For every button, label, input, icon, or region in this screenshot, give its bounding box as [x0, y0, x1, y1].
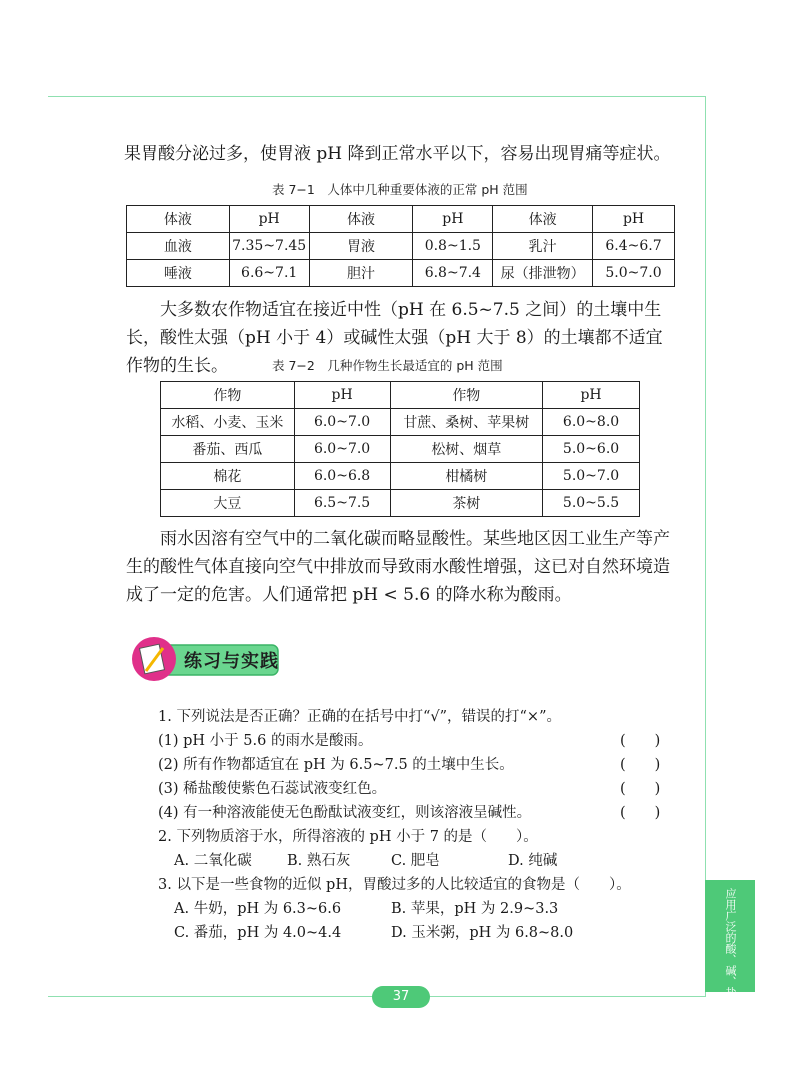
table1-header-row — [127, 206, 675, 233]
table-cell: 乳汁 — [493, 233, 593, 260]
page-number: 37 — [372, 986, 430, 1008]
table-cell: 5.0~6.0 — [543, 436, 640, 463]
table-cell: 尿（排泄物） — [493, 260, 593, 287]
question-2-option[interactable]: B. 熟石灰 — [287, 853, 351, 869]
question-3-stem: 3. 以下是一些食物的近似 pH，胃酸过多的人比较适宜的食物是（ ）。 — [158, 877, 631, 893]
answer-blank[interactable]: ( ) — [620, 757, 661, 773]
question-2-option[interactable]: A. 二氧化碳 — [174, 853, 252, 869]
question-1-item: (3) 稀盐酸使紫色石蕊试液变红色。 — [158, 781, 387, 797]
table-cell: 6.0~8.0 — [543, 409, 640, 436]
page-frame-top — [48, 96, 706, 97]
table-cell: 棉花 — [161, 463, 295, 490]
table2-caption: 表 7−2 几种作物生长最适宜的 pH 范围 — [272, 358, 503, 373]
table-cell: 松树、烟草 — [390, 436, 543, 463]
table-cell: 水稻、小麦、玉米 — [161, 409, 295, 436]
table-cell: 唾液 — [127, 260, 230, 287]
table-cell: 甘蔗、桑树、苹果树 — [390, 409, 543, 436]
question-3-option[interactable]: C. 番茄，pH 为 4.0~4.4 — [174, 925, 342, 941]
table-cell: 6.0~7.0 — [294, 436, 390, 463]
table-row — [161, 490, 640, 517]
question-3-option[interactable]: A. 牛奶，pH 为 6.3~6.6 — [174, 901, 342, 917]
table-cell: 大豆 — [161, 490, 295, 517]
table-cell: 5.0~7.0 — [543, 463, 640, 490]
table-cell: 茶树 — [390, 490, 543, 517]
table2-header-cell: 作物 — [390, 382, 543, 409]
table1-caption: 表 7−1 人体中几种重要体液的正常 pH 范围 — [272, 182, 528, 197]
intro-line: 果胃酸分泌过多，使胃液 pH 降到正常水平以下，容易出现胃痛等症状。 — [124, 144, 671, 164]
table2 — [160, 381, 640, 517]
question-1-item: (2) 所有作物都适宜在 pH 为 6.5~7.5 的土壤中生长。 — [158, 757, 514, 773]
paragraph-acid-rain: 雨水因溶有空气中的二氧化碳而略显酸性。某些地区因工业生产等产生的酸性气体直接向空气中排放而导致雨水酸性增强，这已对自然环境造成了一定的危害。人们通常把 pH < 5.6 的降水称为酸雨。 — [126, 529, 670, 605]
table1-header-cell: 体液 — [309, 206, 413, 233]
table-cell: 胃液 — [309, 233, 413, 260]
table-cell: 6.8~7.4 — [413, 260, 493, 287]
question-2-stem: 2. 下列物质溶于水，所得溶液的 pH 小于 7 的是（ ）。 — [158, 829, 538, 845]
table1-header-cell: pH — [229, 206, 309, 233]
table-cell: 5.0~5.5 — [543, 490, 640, 517]
table-row — [161, 436, 640, 463]
table-row — [127, 260, 675, 287]
table-row — [161, 463, 640, 490]
table2-header-cell: 作物 — [161, 382, 295, 409]
question-2-option[interactable]: C. 肥皂 — [391, 853, 440, 869]
question-1-item: (4) 有一种溶液能使无色酚酞试液变红，则该溶液呈碱性。 — [158, 805, 532, 821]
question-3-option[interactable]: B. 苹果，pH 为 2.9~3.3 — [391, 901, 559, 917]
table2-header-row — [161, 382, 640, 409]
table1-header-cell: 体液 — [493, 206, 593, 233]
table-cell: 柑橘树 — [390, 463, 543, 490]
table-cell: 5.0~7.0 — [593, 260, 675, 287]
question-3-option[interactable]: D. 玉米粥，pH 为 6.8~8.0 — [391, 925, 574, 941]
paragraph-crop-ph: 大多数农作物适宜在接近中性（pH 在 6.5~7.5 之间）的土壤中生长，酸性太强（pH 小于 4）或碱性太强（pH 大于 8）的土壤都不适宜作物的生长。 — [126, 300, 663, 376]
question-1-stem: 1. 下列说法是否正确？正确的在括号中打“√”，错误的打“×”。 — [158, 709, 561, 725]
answer-blank[interactable]: ( ) — [620, 805, 661, 821]
table-cell: 6.0~7.0 — [294, 409, 390, 436]
table-cell: 6.0~6.8 — [294, 463, 390, 490]
answer-blank[interactable]: ( ) — [620, 733, 661, 749]
question-2-option[interactable]: D. 纯碱 — [508, 853, 558, 869]
table-row — [161, 409, 640, 436]
table-cell: 血液 — [127, 233, 230, 260]
table1 — [126, 205, 675, 287]
table-cell: 0.8~1.5 — [413, 233, 493, 260]
table-cell: 6.4~6.7 — [593, 233, 675, 260]
answer-blank[interactable]: ( ) — [620, 781, 661, 797]
table2-header-cell: pH — [543, 382, 640, 409]
exercise-title: 练习与实践 — [184, 651, 279, 672]
table-cell: 胆汁 — [309, 260, 413, 287]
table-cell: 7.35~7.45 — [229, 233, 309, 260]
table1-header-cell: pH — [593, 206, 675, 233]
table2-header-cell: pH — [294, 382, 390, 409]
table1-header-cell: pH — [413, 206, 493, 233]
table-row — [127, 233, 675, 260]
table-cell: 6.5~7.5 — [294, 490, 390, 517]
page-frame-right — [705, 96, 706, 996]
question-1-item: (1) pH 小于 5.6 的雨水是酸雨。 — [158, 733, 373, 749]
table-cell: 6.6~7.1 — [229, 260, 309, 287]
table1-header-cell: 体液 — [127, 206, 230, 233]
table-cell: 番茄、西瓜 — [161, 436, 295, 463]
chapter-side-tab-label: 应用广泛的酸、碱、盐 — [724, 888, 737, 998]
